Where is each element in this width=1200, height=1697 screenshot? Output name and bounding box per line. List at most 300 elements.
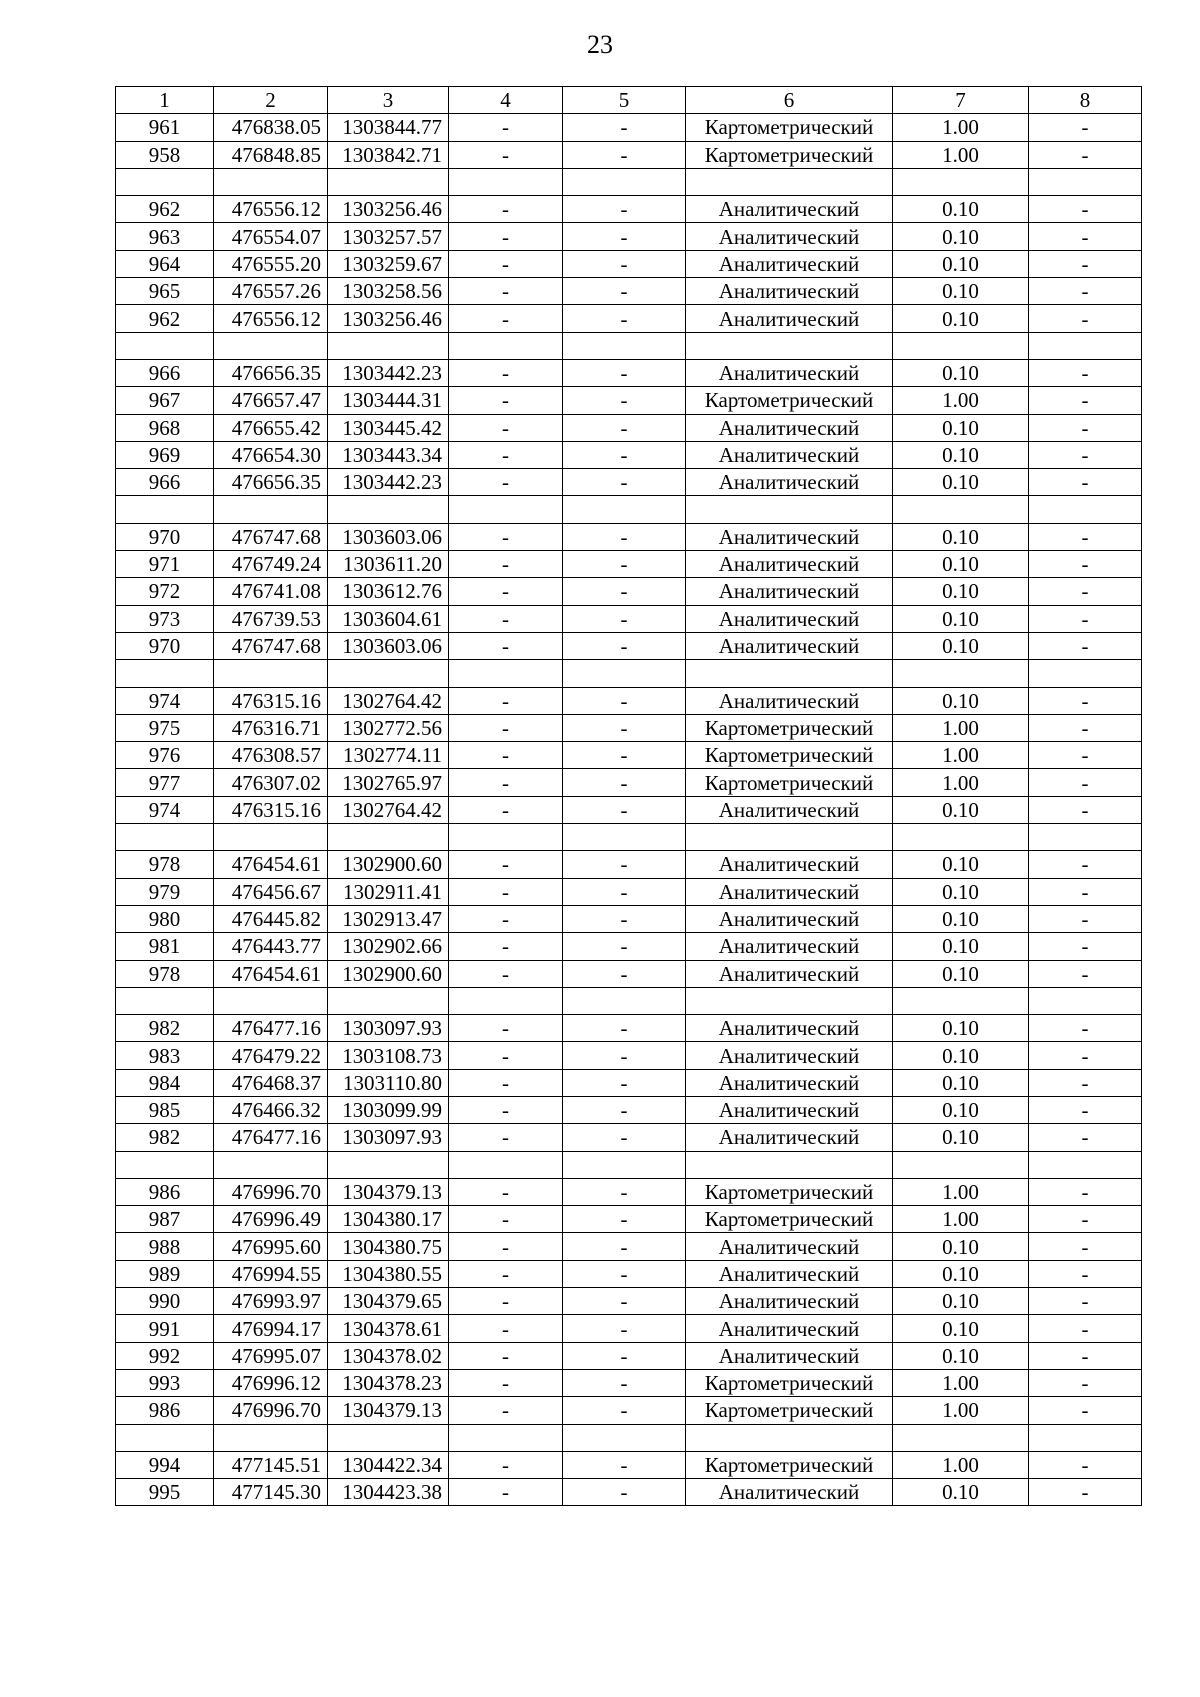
table-row	[116, 878, 1142, 905]
point-number-cell: 967	[116, 387, 214, 414]
page-number: 23	[587, 30, 613, 59]
col5-cell: -	[563, 878, 686, 905]
point-number-cell: 970	[116, 523, 214, 550]
point-number-cell: 992	[116, 1342, 214, 1369]
x-coordinate-cell: 476315.16	[214, 687, 328, 714]
table-row	[116, 114, 1142, 141]
header-cell: 6	[686, 87, 893, 114]
point-number-cell: 981	[116, 933, 214, 960]
point-number-cell: 983	[116, 1042, 214, 1069]
method-cell: Аналитический	[686, 1015, 893, 1042]
x-coordinate-cell: 476468.37	[214, 1069, 328, 1096]
col8-cell: -	[1029, 551, 1142, 578]
col8-cell: -	[1029, 1342, 1142, 1369]
accuracy-cell: 0.10	[893, 196, 1029, 223]
table-row	[116, 551, 1142, 578]
x-coordinate-cell	[214, 496, 328, 523]
col5-cell: -	[563, 1233, 686, 1260]
col5-cell: -	[563, 1178, 686, 1205]
col4-cell: -	[449, 851, 563, 878]
col4-cell: -	[449, 278, 563, 305]
col8-cell: -	[1029, 632, 1142, 659]
col4-cell: -	[449, 1260, 563, 1287]
point-number-cell: 973	[116, 605, 214, 632]
col5-cell: -	[563, 114, 686, 141]
accuracy-cell: 0.10	[893, 1233, 1029, 1260]
table-row	[116, 905, 1142, 932]
point-number-cell: 969	[116, 441, 214, 468]
col4-cell: -	[449, 796, 563, 823]
col4-cell: -	[449, 523, 563, 550]
method-cell: Картометрический	[686, 387, 893, 414]
y-coordinate-cell: 1304422.34	[328, 1451, 449, 1478]
accuracy-cell: 1.00	[893, 141, 1029, 168]
col4-cell: -	[449, 1342, 563, 1369]
y-coordinate-cell: 1303110.80	[328, 1069, 449, 1096]
method-cell: Аналитический	[686, 851, 893, 878]
x-coordinate-cell: 476315.16	[214, 796, 328, 823]
table-row	[116, 632, 1142, 659]
table-row	[116, 987, 1142, 1014]
col5-cell: -	[563, 387, 686, 414]
table-row	[116, 660, 1142, 687]
accuracy-cell	[893, 332, 1029, 359]
col8-cell: -	[1029, 742, 1142, 769]
point-number-cell: 964	[116, 250, 214, 277]
x-coordinate-cell: 476656.35	[214, 469, 328, 496]
table-row	[116, 1397, 1142, 1424]
method-cell: Аналитический	[686, 278, 893, 305]
y-coordinate-cell	[328, 496, 449, 523]
col5-cell: -	[563, 278, 686, 305]
y-coordinate-cell: 1303099.99	[328, 1096, 449, 1123]
y-coordinate-cell: 1304380.55	[328, 1260, 449, 1287]
col4-cell: -	[449, 141, 563, 168]
accuracy-cell: 0.10	[893, 1096, 1029, 1123]
method-cell	[686, 1151, 893, 1178]
x-coordinate-cell	[214, 168, 328, 195]
method-cell: Картометрический	[686, 1206, 893, 1233]
col8-cell: -	[1029, 714, 1142, 741]
x-coordinate-cell: 476654.30	[214, 441, 328, 468]
method-cell: Аналитический	[686, 933, 893, 960]
x-coordinate-cell: 476479.22	[214, 1042, 328, 1069]
col8-cell: -	[1029, 141, 1142, 168]
method-cell	[686, 168, 893, 195]
header-cell: 2	[214, 87, 328, 114]
table-row	[116, 742, 1142, 769]
x-coordinate-cell: 476749.24	[214, 551, 328, 578]
col8-cell: -	[1029, 278, 1142, 305]
method-cell	[686, 332, 893, 359]
col5-cell: -	[563, 960, 686, 987]
x-coordinate-cell: 476554.07	[214, 223, 328, 250]
table-row	[116, 933, 1142, 960]
point-number-cell	[116, 332, 214, 359]
col8-cell: -	[1029, 387, 1142, 414]
point-number-cell: 978	[116, 851, 214, 878]
accuracy-cell: 0.10	[893, 1015, 1029, 1042]
col5-cell: -	[563, 196, 686, 223]
col5-cell: -	[563, 796, 686, 823]
table-row	[116, 441, 1142, 468]
x-coordinate-cell: 476443.77	[214, 933, 328, 960]
table-row	[116, 278, 1142, 305]
col5-cell: -	[563, 632, 686, 659]
col5-cell: -	[563, 1288, 686, 1315]
accuracy-cell: 1.00	[893, 387, 1029, 414]
y-coordinate-cell: 1304379.13	[328, 1178, 449, 1205]
col8-cell: -	[1029, 605, 1142, 632]
y-coordinate-cell	[328, 1151, 449, 1178]
point-number-cell: 986	[116, 1397, 214, 1424]
col4-cell: -	[449, 1369, 563, 1396]
col4-cell	[449, 1424, 563, 1451]
col8-cell: -	[1029, 769, 1142, 796]
col5-cell: -	[563, 441, 686, 468]
accuracy-cell: 0.10	[893, 414, 1029, 441]
table-row	[116, 141, 1142, 168]
col8-cell: -	[1029, 1260, 1142, 1287]
method-cell: Картометрический	[686, 742, 893, 769]
col5-cell: -	[563, 1342, 686, 1369]
accuracy-cell: 0.10	[893, 250, 1029, 277]
x-coordinate-cell: 476308.57	[214, 742, 328, 769]
col4-cell	[449, 824, 563, 851]
accuracy-cell: 0.10	[893, 1342, 1029, 1369]
point-number-cell	[116, 660, 214, 687]
col8-cell: -	[1029, 1233, 1142, 1260]
col8-cell	[1029, 660, 1142, 687]
method-cell: Аналитический	[686, 523, 893, 550]
method-cell: Аналитический	[686, 1124, 893, 1151]
col8-cell: -	[1029, 469, 1142, 496]
table-row	[116, 578, 1142, 605]
x-coordinate-cell: 476994.55	[214, 1260, 328, 1287]
col8-cell: -	[1029, 196, 1142, 223]
point-number-cell: 966	[116, 359, 214, 386]
accuracy-cell: 1.00	[893, 1397, 1029, 1424]
y-coordinate-cell: 1303445.42	[328, 414, 449, 441]
x-coordinate-cell	[214, 660, 328, 687]
table-row	[116, 1206, 1142, 1233]
col8-cell	[1029, 1424, 1142, 1451]
x-coordinate-cell: 476655.42	[214, 414, 328, 441]
table-row	[116, 523, 1142, 550]
y-coordinate-cell: 1302900.60	[328, 960, 449, 987]
accuracy-cell: 0.10	[893, 1260, 1029, 1287]
col5-cell: -	[563, 1042, 686, 1069]
accuracy-cell: 0.10	[893, 523, 1029, 550]
col5-cell: -	[563, 714, 686, 741]
col8-cell: -	[1029, 1178, 1142, 1205]
point-number-cell: 979	[116, 878, 214, 905]
col8-cell: -	[1029, 441, 1142, 468]
point-number-cell: 982	[116, 1015, 214, 1042]
col4-cell: -	[449, 1069, 563, 1096]
accuracy-cell: 0.10	[893, 359, 1029, 386]
col5-cell: -	[563, 1124, 686, 1151]
table-row	[116, 305, 1142, 332]
col4-cell: -	[449, 551, 563, 578]
col8-cell	[1029, 987, 1142, 1014]
header-cell: 3	[328, 87, 449, 114]
accuracy-cell	[893, 496, 1029, 523]
x-coordinate-cell: 476996.12	[214, 1369, 328, 1396]
col5-cell: -	[563, 223, 686, 250]
col8-cell: -	[1029, 1451, 1142, 1478]
table-row	[116, 332, 1142, 359]
y-coordinate-cell: 1303443.34	[328, 441, 449, 468]
accuracy-cell: 1.00	[893, 114, 1029, 141]
col5-cell: -	[563, 769, 686, 796]
point-number-cell: 988	[116, 1233, 214, 1260]
y-coordinate-cell: 1303611.20	[328, 551, 449, 578]
col4-cell: -	[449, 469, 563, 496]
col4-cell	[449, 1151, 563, 1178]
y-coordinate-cell: 1302774.11	[328, 742, 449, 769]
col4-cell: -	[449, 905, 563, 932]
method-cell: Аналитический	[686, 414, 893, 441]
coordinates-table	[115, 86, 1142, 1506]
header-cell: 7	[893, 87, 1029, 114]
accuracy-cell: 0.10	[893, 905, 1029, 932]
col5-cell	[563, 1151, 686, 1178]
y-coordinate-cell: 1303444.31	[328, 387, 449, 414]
table-row	[116, 1124, 1142, 1151]
method-cell: Аналитический	[686, 632, 893, 659]
x-coordinate-cell: 476456.67	[214, 878, 328, 905]
table-row	[116, 1451, 1142, 1478]
method-cell: Аналитический	[686, 1288, 893, 1315]
accuracy-cell: 1.00	[893, 1206, 1029, 1233]
col5-cell: -	[563, 1369, 686, 1396]
y-coordinate-cell: 1304378.23	[328, 1369, 449, 1396]
y-coordinate-cell: 1302764.42	[328, 687, 449, 714]
col4-cell	[449, 987, 563, 1014]
col4-cell: -	[449, 359, 563, 386]
y-coordinate-cell: 1303844.77	[328, 114, 449, 141]
col8-cell: -	[1029, 933, 1142, 960]
x-coordinate-cell: 476656.35	[214, 359, 328, 386]
method-cell	[686, 824, 893, 851]
method-cell: Аналитический	[686, 441, 893, 468]
table-row	[116, 1151, 1142, 1178]
table-row	[116, 1315, 1142, 1342]
x-coordinate-cell: 476747.68	[214, 632, 328, 659]
method-cell: Аналитический	[686, 250, 893, 277]
table-row	[116, 250, 1142, 277]
col5-cell: -	[563, 1451, 686, 1478]
accuracy-cell: 0.10	[893, 605, 1029, 632]
y-coordinate-cell: 1302911.41	[328, 878, 449, 905]
y-coordinate-cell: 1304380.17	[328, 1206, 449, 1233]
col4-cell: -	[449, 933, 563, 960]
accuracy-cell: 0.10	[893, 1069, 1029, 1096]
col8-cell: -	[1029, 1315, 1142, 1342]
col4-cell: -	[449, 605, 563, 632]
method-cell: Аналитический	[686, 796, 893, 823]
col4-cell: -	[449, 714, 563, 741]
col5-cell	[563, 660, 686, 687]
col4-cell: -	[449, 1015, 563, 1042]
header-row	[116, 87, 1142, 114]
table-row	[116, 496, 1142, 523]
col8-cell	[1029, 332, 1142, 359]
point-number-cell: 995	[116, 1479, 214, 1506]
point-number-cell: 993	[116, 1369, 214, 1396]
accuracy-cell: 0.10	[893, 1042, 1029, 1069]
col5-cell: -	[563, 905, 686, 932]
accuracy-cell	[893, 1151, 1029, 1178]
accuracy-cell: 0.10	[893, 878, 1029, 905]
point-number-cell: 982	[116, 1124, 214, 1151]
x-coordinate-cell	[214, 332, 328, 359]
col8-cell: -	[1029, 1096, 1142, 1123]
table-row	[116, 605, 1142, 632]
point-number-cell: 962	[116, 305, 214, 332]
col8-cell: -	[1029, 1479, 1142, 1506]
x-coordinate-cell: 476838.05	[214, 114, 328, 141]
x-coordinate-cell: 476848.85	[214, 141, 328, 168]
col8-cell: -	[1029, 1124, 1142, 1151]
accuracy-cell: 0.10	[893, 1288, 1029, 1315]
y-coordinate-cell: 1303256.46	[328, 196, 449, 223]
point-number-cell: 976	[116, 742, 214, 769]
method-cell: Картометрический	[686, 1178, 893, 1205]
point-number-cell	[116, 496, 214, 523]
x-coordinate-cell: 476557.26	[214, 278, 328, 305]
point-number-cell: 994	[116, 1451, 214, 1478]
accuracy-cell: 0.10	[893, 960, 1029, 987]
accuracy-cell: 0.10	[893, 1124, 1029, 1151]
y-coordinate-cell: 1304378.02	[328, 1342, 449, 1369]
table-row	[116, 824, 1142, 851]
col4-cell: -	[449, 687, 563, 714]
x-coordinate-cell: 476556.12	[214, 305, 328, 332]
x-coordinate-cell: 476741.08	[214, 578, 328, 605]
point-number-cell: 990	[116, 1288, 214, 1315]
col8-cell: -	[1029, 359, 1142, 386]
y-coordinate-cell: 1303604.61	[328, 605, 449, 632]
x-coordinate-cell	[214, 1424, 328, 1451]
header-cell: 8	[1029, 87, 1142, 114]
table-row	[116, 1069, 1142, 1096]
accuracy-cell: 0.10	[893, 632, 1029, 659]
col5-cell: -	[563, 1069, 686, 1096]
method-cell: Аналитический	[686, 960, 893, 987]
col5-cell: -	[563, 1015, 686, 1042]
accuracy-cell: 1.00	[893, 1451, 1029, 1478]
method-cell	[686, 660, 893, 687]
col8-cell	[1029, 824, 1142, 851]
col4-cell: -	[449, 1315, 563, 1342]
col8-cell	[1029, 168, 1142, 195]
col4-cell: -	[449, 1124, 563, 1151]
x-coordinate-cell: 476466.32	[214, 1096, 328, 1123]
method-cell: Картометрический	[686, 1451, 893, 1478]
x-coordinate-cell: 476747.68	[214, 523, 328, 550]
y-coordinate-cell	[328, 660, 449, 687]
col4-cell: -	[449, 1288, 563, 1315]
method-cell: Аналитический	[686, 905, 893, 932]
col4-cell	[449, 332, 563, 359]
col8-cell: -	[1029, 796, 1142, 823]
accuracy-cell: 0.10	[893, 469, 1029, 496]
y-coordinate-cell: 1303256.46	[328, 305, 449, 332]
col5-cell	[563, 824, 686, 851]
method-cell: Аналитический	[686, 359, 893, 386]
y-coordinate-cell: 1303257.57	[328, 223, 449, 250]
col5-cell: -	[563, 1260, 686, 1287]
col5-cell	[563, 987, 686, 1014]
point-number-cell: 971	[116, 551, 214, 578]
y-coordinate-cell: 1304379.65	[328, 1288, 449, 1315]
y-coordinate-cell: 1303612.76	[328, 578, 449, 605]
y-coordinate-cell	[328, 824, 449, 851]
col4-cell: -	[449, 742, 563, 769]
point-number-cell: 974	[116, 796, 214, 823]
y-coordinate-cell: 1303108.73	[328, 1042, 449, 1069]
table-row	[116, 196, 1142, 223]
col8-cell: -	[1029, 414, 1142, 441]
point-number-cell: 961	[116, 114, 214, 141]
method-cell: Картометрический	[686, 1397, 893, 1424]
accuracy-cell: 0.10	[893, 223, 1029, 250]
method-cell: Аналитический	[686, 196, 893, 223]
y-coordinate-cell	[328, 1424, 449, 1451]
table-row	[116, 387, 1142, 414]
col8-cell: -	[1029, 1397, 1142, 1424]
col5-cell: -	[563, 414, 686, 441]
col5-cell	[563, 332, 686, 359]
accuracy-cell: 0.10	[893, 578, 1029, 605]
point-number-cell: 985	[116, 1096, 214, 1123]
accuracy-cell: 0.10	[893, 851, 1029, 878]
accuracy-cell	[893, 987, 1029, 1014]
col5-cell: -	[563, 1206, 686, 1233]
point-number-cell: 977	[116, 769, 214, 796]
method-cell: Аналитический	[686, 578, 893, 605]
point-number-cell: 962	[116, 196, 214, 223]
col8-cell: -	[1029, 851, 1142, 878]
col4-cell: -	[449, 1096, 563, 1123]
col5-cell: -	[563, 1397, 686, 1424]
col4-cell: -	[449, 387, 563, 414]
table-row	[116, 469, 1142, 496]
accuracy-cell: 0.10	[893, 933, 1029, 960]
col4-cell: -	[449, 878, 563, 905]
accuracy-cell: 1.00	[893, 742, 1029, 769]
col4-cell: -	[449, 441, 563, 468]
x-coordinate-cell: 476316.71	[214, 714, 328, 741]
method-cell	[686, 496, 893, 523]
x-coordinate-cell: 476657.47	[214, 387, 328, 414]
x-coordinate-cell: 476739.53	[214, 605, 328, 632]
y-coordinate-cell: 1303603.06	[328, 523, 449, 550]
col5-cell: -	[563, 1315, 686, 1342]
method-cell: Картометрический	[686, 114, 893, 141]
col4-cell: -	[449, 1451, 563, 1478]
y-coordinate-cell: 1302765.97	[328, 769, 449, 796]
x-coordinate-cell: 476454.61	[214, 960, 328, 987]
point-number-cell	[116, 1151, 214, 1178]
y-coordinate-cell: 1303603.06	[328, 632, 449, 659]
col5-cell: -	[563, 578, 686, 605]
col4-cell: -	[449, 1178, 563, 1205]
x-coordinate-cell: 477145.51	[214, 1451, 328, 1478]
table-row	[116, 796, 1142, 823]
